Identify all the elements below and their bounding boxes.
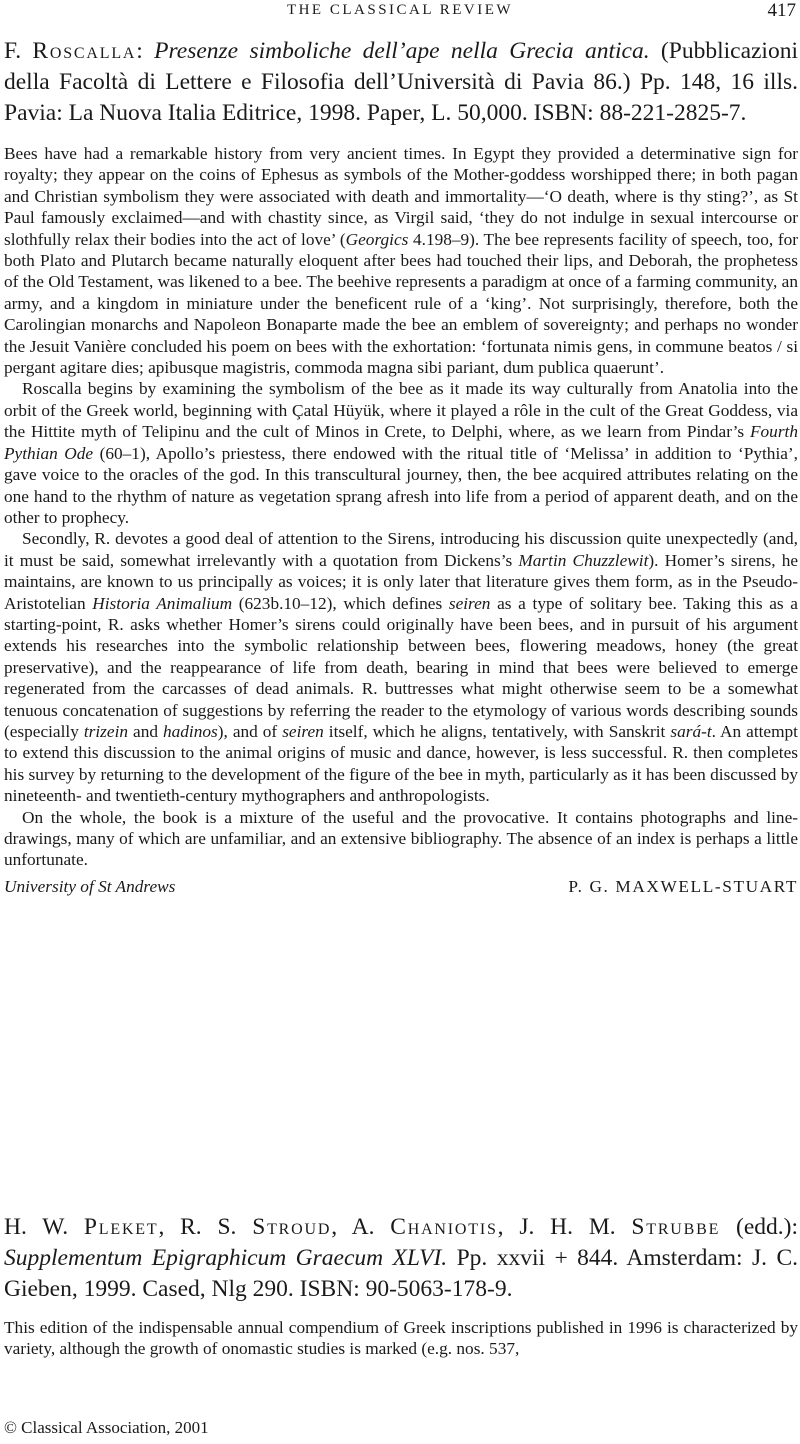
book-title: Presenze simboliche dell’ape nella Grecia antica.	[154, 38, 650, 64]
journal-title: THE CLASSICAL REVIEW	[286, 2, 514, 18]
copyright-footer: © Classical Association, 2001	[4, 1418, 209, 1437]
review-body	[4, 143, 798, 871]
review-seg	[4, 1212, 798, 1360]
paragraph-1: Bees have had a remarkable history from very ancient times. In Egypt they provided a determinative sign for royalty; they appear on the coins of Ephesus as symbols of the Mother-goddess worshipped there; in both pagan and Christian symbolism they were associated with death and immortality—‘O death, where is thy sting?’, as St Paul famously exclaimed—and with chastity since, as Virgil said, ‘they do not indulge in sexual intercourse or slothfully relax their bodies into the act of love’ (Georgics 4.198–9). The bee represents facility of speech, too, for both Plato and Plutarch became naturally eloquent after bees had touched their lips, and Deborah, the prophetess of the Old Testament, was likened to a bee. The beehive represents a paradigm at once of a farming community, an army, and a kingdom in miniature under the beneficent rule of a ‘king’. Not surprisingly, therefore, both the Carolingian monarchs and Napoleon Bonaparte made the bee an emblem of sovereignty; and perhaps no wonder the Jesuit Vanière concluded his poem on bees with the exhortation: ‘fortunata nimis gens, in commune beatos / si pergant agitare dies; apibusque magistris, commoda magna sibi pariant, dum publica quaerunt’.	[4, 144, 798, 378]
editor-name: Stroud	[252, 1214, 332, 1240]
review-heading: H. W. Pleket, R. S. Stroud, A. Chaniotis, J. H. M. Strubbe (edd.): Supplementum Epigraphicum Graecum XLVI. Pp. xxvii + 844. Amsterdam: J. C. Gieben, 1999. Cased, Nlg 290. ISBN: 90-5063-178-9.	[4, 1214, 798, 1302]
signature	[4, 877, 798, 901]
paragraph-2: Roscalla begins by examining the symbolism of the bee as it made its way culturally from Anatolia into the orbit of the Greek world, beginning with Çatal Hüyük, where it played a rôle in the cult of the Great Goddess, via the Hittite myth of Telipinu and the cult of Minos in Crete, to Delphi, where, as we learn from Pindar’s Fourth Pythian Ode (60–1), Apollo’s priestess, there endowed with the ritual title of ‘Melissa’ in addition to ‘Pythia’, gave voice to the oracles of the god. In this transcultural journey, then, the bee acquired attributes relating on the one hand to the rhythm of nature as vegetation sprang afresh into life from a period of apparent death, and on the other to prophecy.	[4, 379, 798, 527]
publication-details: (Pubblicazioni della Facoltà di Lettere e Filosofia dell’Università di Pavia 86.) Pp. 148, 16 ills. Pavia: La Nuova Italia Editrice, 1998. Paper, L. 50,000. ISBN: 88-221-2825-7.	[4, 38, 798, 126]
author-name: Roscalla	[32, 38, 137, 64]
paragraph-4: On the whole, the book is a mixture of the useful and the provocative. It contains photographs and line-drawings, many of which are unfamiliar, and an extensive bibliography. The absence of an index is perhaps a little unfortunate.	[4, 807, 798, 870]
review-body	[4, 1317, 798, 1360]
editor-name: Strubbe	[631, 1214, 721, 1240]
book-title: Supplementum Epigraphicum Graecum XLVI.	[4, 1245, 448, 1271]
review-heading: F. Roscalla: Presenze simboliche dell’ape nella Grecia antica. (Pubblicazioni della Facoltà di Lettere e Filosofia dell’Università di Pavia 86.) Pp. 148, 16 ills. Pavia: La Nuova Italia Editrice, 1998. Paper, L. 50,000. ISBN: 88-221-2825-7.	[4, 38, 798, 126]
running-head	[0, 0, 800, 22]
author-initial: F.	[4, 38, 33, 64]
editor-name: Pleket	[83, 1214, 159, 1240]
page-number: 417	[767, 0, 796, 21]
paragraph-3: Secondly, R. devotes a good deal of attention to the Sirens, introducing his discussion quite unexpectedly (and, it must be said, somewhat irrelevantly with a quotation from Dickens’s Martin Chuzzlewit). Homer’s sirens, he maintains, are known to us principally as voices; it is only later that literature gives them form, as in the Pseudo-Aristotelian Historia Animalium (623b.10–12), which defines seiren as a type of solitary bee. Taking this as a starting-point, R. asks whether Homer’s sirens could originally have been bees, and in pursuit of his argument extends his researches into the symbolic relationship between bees, flowering meadows, honey (the great preservative), and the reappearance of life from death, bearing in mind that bees were believed to emerge regenerated from the carcasses of dead animals. R. buttresses what might otherwise seem to be a somewhat tenuous concatenation of suggestions by referring the reader to the etymology of various words describing sounds (especially trizein and hadinos), and of seiren itself, which he aligns, tentatively, with Sanskrit sará-t. An attempt to extend this discussion to the animal origins of music and dance, however, is less successful. R. then completes his survey by returning to the development of the figure of the bee in myth, particularly as it has been discussed by nineteenth- and twentieth-century mythographers and anthropologists.	[4, 529, 799, 806]
paragraph-1: This edition of the indispensable annual compendium of Greek inscriptions published in 1996 is characterized by variety, although the growth of onomastic studies is marked (e.g. nos. 537,	[4, 1318, 798, 1359]
publication-details: Pp. xxvii + 844. Amsterdam: J. C. Gieben, 1999. Cased, Nlg 290. ISBN: 90-5063-178-9.	[4, 1245, 798, 1302]
editor-name: Chaniotis	[390, 1214, 498, 1240]
reviewer-name: P. G. MAXWELL-STUART	[568, 876, 798, 896]
reviewer-institution: University of St Andrews	[4, 876, 176, 896]
review-roscalla	[4, 36, 798, 901]
